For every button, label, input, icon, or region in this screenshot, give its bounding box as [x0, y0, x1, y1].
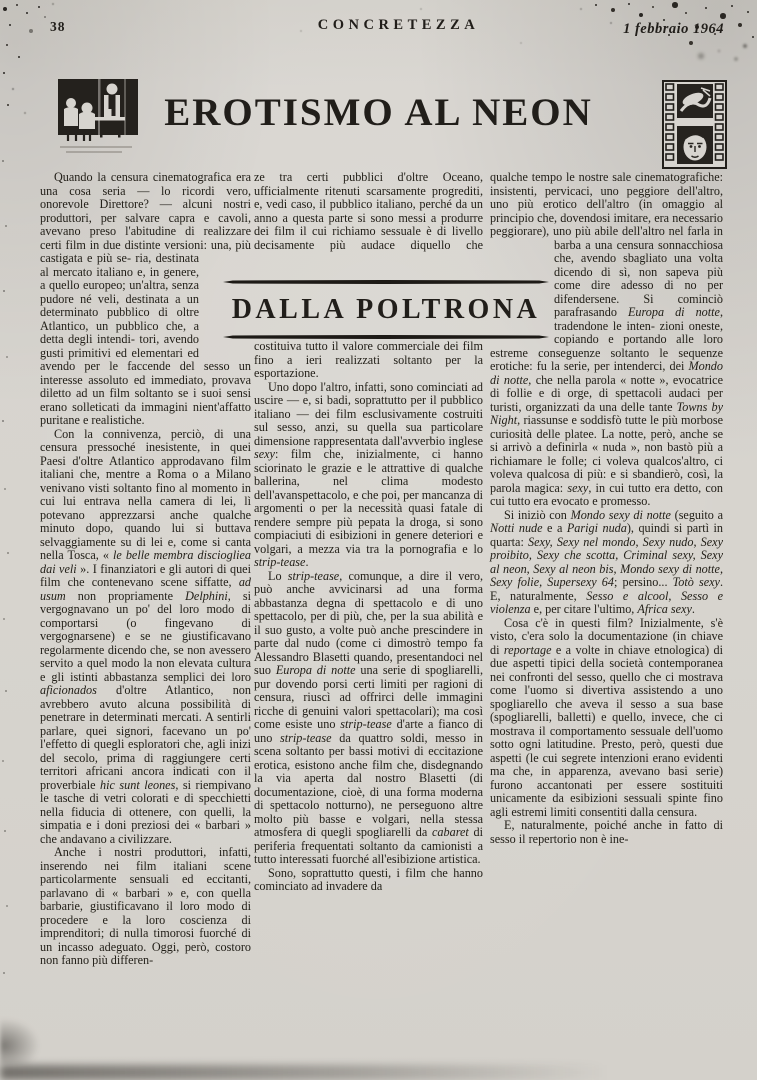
- scan-speckle-noise: [0, 0, 2, 2]
- text-segment: tori, avendo gusti primitivi ed elementari ed avendo per le faccende del sesso un interesse assoluto ed immediato, provava diletto ad un film soltanto se i suoi sensi erano solleticati da immagini nient'affatto puritane e realistiche.: [40, 332, 251, 427]
- paragraph: Uno dopo l'altro, infatti, sono cominciati ad uscire — e, si badi, soprattutto per il pubblico italiano — dei film esclusivamente costruiti sul sesso, anzi, su quella sua particolare dimensione rappresentata dall'avverbio inglese sexy: film che, inizialmente, ci hanno sciorinato le grazie e le attrattive di qualche ballerina, nel clima modesto dell'avanspettacolo, e che poi, per mancanza di argomenti o per la necessità quasi fatale di rendere sempre più pepata la droga, si sono compiaciuti di esibizioni in genere deteriori e volgari, a mezza via tra la pornografia e lo strip-tease.: [254, 379, 483, 569]
- paragraph: Con la connivenza, perciò, di una censura pressoché inesistente, in quei Paesi d'oltre Atlantico approdavano film italiani che, mentre a Roma o a Milano venivano visti soltanto fino al momento in cui lui entrava nella camera di lei, lì potevano apprezzarsi anche qualche minuto dopo, quando lui si buttava selvaggiamente su di lei e, come si canta nella Tosca, « le belle membra disciogliea dai veli ». I finanziatori e gli autori di quei film che contenevano scene siffatte, ad usum non propriamente Delphini, si vergognavano un po' del loro modo di comportarsi (o fingevano di vergognarsene) e se ne giustificavano regolarmente dicendo che, se non avessero servito a quel modo la non elevata cultura e gli istinti abbastanza semplici dei loro aficionados d'oltre Atlantico, non avrebbero avuto alcuna possibilità di penetrare in determinati mercati. A sentirli parlare, quei signori, facevano un po' l'effetto di quegli esploratori che, agli inizi del secolo, prima di raggiungere certi territori africani ancora indicati con il proverbiale hic sunt leones, si riempivano le tasche di vetri colorati e di specchietti nella fiducia di ottenere, con quelli, la simpatia e i doni preziosi dei « barbari » che andavano a civilizzare.: [40, 426, 252, 846]
- paragraph: [40, 171, 251, 428]
- paragraph: [490, 171, 723, 509]
- paragraph: Si iniziò con Mondo sexy di notte (seguito a Notti nude e a Parigi nuda), quindi si partì in quarta: Sexy, Sexy nel mondo, Sexy nudo, Sexy proibito, Sexy che scotta, Criminal sexy, Sexy al neon, Sexy al neon bis, Mondo sexy di notte, Sexy folie, Supersexy 64; persino... Totò sexy. E, naturalmente, Sesso e alcool, Sesso e violenza e, per citare l'ultimo, Africa sexy.: [490, 507, 724, 616]
- text-column-2: [254, 171, 483, 894]
- text-column-3: [490, 171, 723, 846]
- heading-cutout-spacer: [199, 252, 251, 348]
- page-bottom-smudge: [0, 1065, 640, 1080]
- text-segment: zioni oneste, copiando e portando alle loro estreme conseguenze soltanto le sequenze erotiche: fu la serie, per intenderci, dei Mondo di notte, che nella parola « notte », evocatrice di follie e di orge, di spettacoli audaci per turisti, organizzati da una delle tante Towns by Night, riassunse e soddisfò tutte le più morbose curiosità delle platee. La notte, però, anche se si arrivò a definirla « nuda », non bastò più a richiamare le folle; ci voleva qualcos'altro, ci voleva qualcosa di più: e si sbandierò, così, la parola magica: sexy, in cui tutto era detto, con cui tutto era evocato e promesso.: [490, 318, 723, 508]
- heading-cutout-spacer: [490, 239, 554, 335]
- text-segment: censura sonnacchiosa che, avendo sbagliato una volta dicendo di sì, non sapeva più come dire adesso di no per difendersene. Si cominciò parafrasando Europa di notte, tradendone le inten-: [554, 237, 723, 333]
- text-segment: quello che costituiva tutto il valore commerciale dei film fino a ieri realizzati soltanto per la esportazione.: [254, 237, 483, 380]
- page-left-smudge: [0, 1018, 40, 1064]
- paragraph: E, naturalmente, poiché anche in fatto di sesso il repertorio non è ine-: [490, 818, 723, 846]
- paragraph: Sono, soprattutto questi, i film che hanno cominciato ad invadere da: [254, 865, 483, 893]
- nightclub-woodcut-illustration: [54, 77, 142, 159]
- text-column-1: [40, 171, 251, 968]
- heading-gap-spacer: [254, 252, 483, 340]
- paragraph: Lo strip-tease, comunque, a dire il vero, può anche avvicinarsi ad una forma abbastanza degna di spettacolo e di uno spettacolo, per di più, che, per la sua abilità e il suo gusto, a volte può anche prescindere in parte dal nudo (come ci dimostrò tempo fa Alessandro Blasetti quando, presentandoci nel suo Europa di notte una serie di spogliarelli, pur dovendo porsi certi limiti per ragioni di censura, riuscì ad offrirci delle immagini ricche di genuini valori spettacolari); ma così come esiste uno strip-tease d'arte a fianco di uno strip-tease da quattro soldi, messo in scena soltanto per bassi motivi di eccitazione erotica, esistono anche film che, disdegnando la via aperta dal nostro Blasetti (di documentazione, cioè, di una forma moderna di spettacolo notturno), ne perseguono altre molto più basse e volgari, nella stessa atmosfera di quegli spogliarelli da cabaret di periferia frequentati soltanto da camionisti a tutto interessati fuorché all'esibizione artistica.: [254, 568, 483, 866]
- paragraph: Anche i nostri produttori, infatti, inserendo nei film italiani scene particolarmente sensuali ed eccitanti, parlavano di « barbari » e, con quella barbarie, giustificavano il loro modo di procedere e la loro coscienza di imprenditori; di nulla timorosi fuorché di un incasso adeguato. Oggi, però, costoro non fanno più differen-: [40, 845, 251, 967]
- film-strip-illustration: [653, 80, 737, 170]
- text-segment: ze tra certi pubblici d'oltre Oceano, ufficialmente ritenuti scarsamente progrediti, e, vedi caso, il pubblico italiano, perché da un anno a questa parte si sono messi a produrre dei film il cui richiamo sessuale è di livello decisamente più audace di: [254, 170, 483, 252]
- paragraph: Cosa c'è in questi film? Inizialmente, s'è visto, c'era solo la documentazione (in chiave di reportage e a volte in chiave etnologica) di due aspetti tipici della società contemporanea nei confronti del sesso, quello che ci mostrava come l'uomo si divertiva assistendo a uno spogliarello che aveva il sesso a sua base (spogliarelli, balletti) e quello, invece, che ci mostrava il comportamento sessuale dell'uomo sotto ogni latitudine. Presto, però, questi due aspetti (le cui segrete intenzioni erano evidenti ma che, in apparenza, avevano basi serie) furono accantonati per essere sostituiti unicamente da esibizioni sessuali spinte fino agli estremi limiti consentiti dalla censura.: [490, 615, 723, 819]
- text-segment: qualche tempo le nostre sale cinematografiche: insistenti, pervicaci, uno peggiore dell'altro, uno più erotico dell'altro (in omaggio al principio che, dovendosi imitare, era necessario peggiorare), uno più abile dell'altro nel farla in barba a una: [490, 170, 723, 252]
- article-title: EROTISMO AL NEON: [164, 91, 593, 134]
- text-segment: Quando la censura cinematografica era una cosa seria — lo ricordi vero, onorevole Direttore? — alcuni nostri produttori, per salvare capra e cavoli, avevano preso l'abitudine di realizzare certi film in due distinte versioni: una, più castigata e più se-: [40, 170, 251, 265]
- section-heading: DALLA POLTRONA: [231, 294, 541, 325]
- issue-dateline: 1 febbraio 1964: [623, 21, 724, 37]
- paragraph: [254, 171, 483, 381]
- page-number: 38: [50, 19, 66, 34]
- journal-title: CONCRETEZZA: [317, 17, 480, 33]
- text-segment: ria, destinata al mercato italiano e, in genere, a quello europeo; un'altra, senza pudore né veli, destinata a un determinato pubblico di oltre Atlantico, un pubblico che, a detta degli intendi-: [40, 251, 199, 346]
